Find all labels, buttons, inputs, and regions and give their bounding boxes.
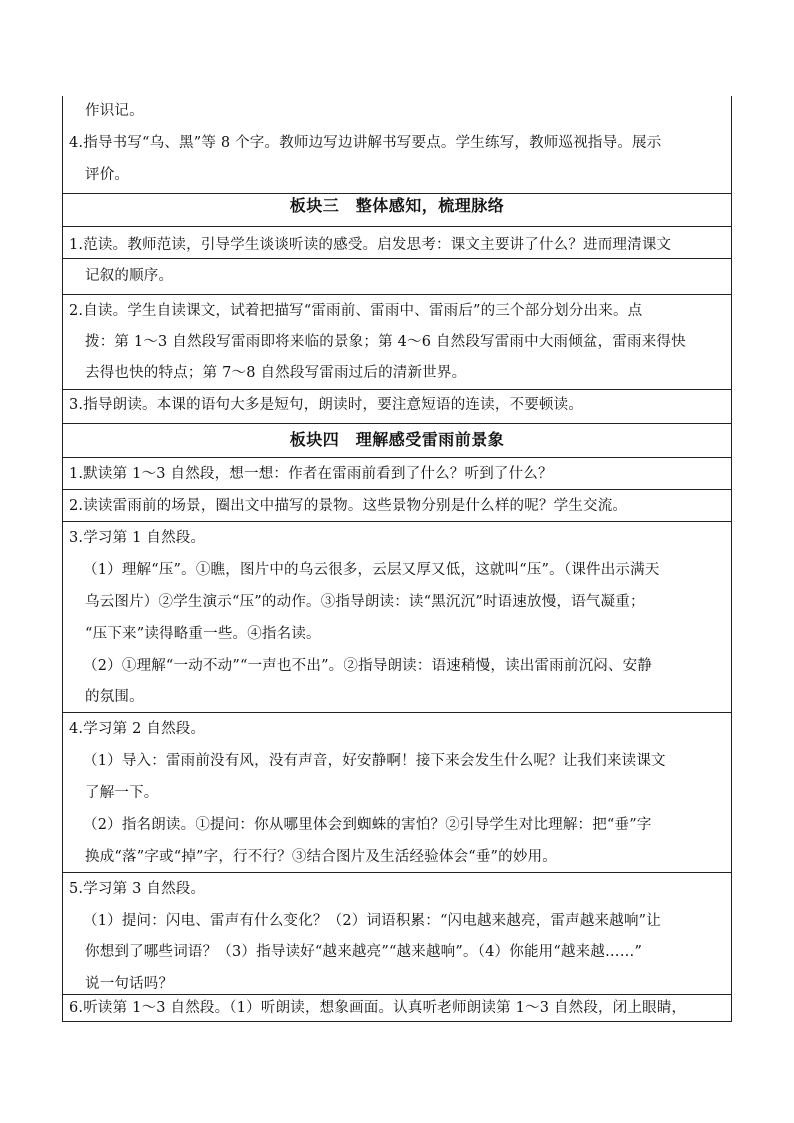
text-line: 拨：第 1～3 自然段写雷雨即将来临的景象；第 4～6 自然段写雷雨中大雨倾盆，雷雨来得快	[85, 334, 686, 350]
section-title: 板块四 理解感受雷雨前景象	[289, 430, 505, 449]
list-item-4: 4.指导书写“乌、黑”等 8 个字。教师边写边讲解书写要点。学生练写，教师巡视指导。展示	[69, 135, 662, 151]
list-item-1: 1.范读。教师范读，引导学生谈谈听读的感受。启发思考：课文主要讲了什么？进而理清课文	[69, 237, 672, 253]
sub-item: （1）提问：闪电、雷声有什么变化？（2）词语积累：“闪电越来越亮，雷声越来越响”让	[83, 913, 661, 929]
cell-section-three	[63, 193, 731, 215]
list-item-1: 1.默读第 1～3 自然段，想一想：作者在雷雨前看到了什么？听到了什么？	[69, 466, 553, 482]
section-title: 板块三 整体感知，梳理脉络	[289, 196, 505, 215]
text-line: 去得也快的特点；第 7～8 自然段写雷雨过后的清新世界。	[85, 365, 467, 381]
list-item-4: 4.学习第 2 自然段。	[69, 721, 206, 737]
text-line: 的氛围。	[85, 689, 144, 705]
list-item-3: 3.指导朗读。本课的语句大多是短句，朗读时，要注意短语的连读，不要顿读。	[69, 397, 584, 413]
text-line: 你想到了哪些词语？（3）指导读好“越来越亮”“越来越响”。（4）你能用“越来越……”	[85, 944, 643, 960]
list-item-6: 6.听读第 1～3 自然段。（1）听朗读，想象画面。认真听老师朗读第 1～3 自然段，闭上眼睛，	[69, 1000, 687, 1016]
sub-item: （2）指名朗读。①提问：你从哪里体会到蜘蛛的害怕？②引导学生对比理解：把“垂”字	[83, 817, 652, 833]
list-item-3: 3.学习第 1 自然段。	[69, 530, 206, 546]
sub-item: （2）①理解“一动不动”“一声也不出”。②指导朗读：语速稍慢，读出雷雨前沉闷、安静	[83, 658, 653, 674]
text-line: 乌云图片）②学生演示“压”的动作。③指导朗读：读“黑沉沉”时语速放慢，语气凝重；	[85, 594, 645, 610]
text-line: 记叙的顺序。	[85, 268, 174, 284]
sub-item: （1）导入：雷雨前没有风，没有声音，好安静啊！接下来会发生什么呢？让我们来读课文	[83, 753, 666, 769]
text-line: 作识记。	[85, 103, 144, 119]
cell-block-literacy	[63, 96, 731, 193]
list-item-2: 2.自读。学生自读课文，试着把描写“雷雨前、雷雨中、雷雨后”的三个部分划分出来。点	[69, 303, 643, 319]
list-item-5: 5.学习第 3 自然段。	[69, 881, 206, 897]
text-line: 了解一下。	[85, 785, 159, 801]
text-line: 换成“落”字或“掉”字，行不行？③结合图片及生活经验体会“垂”的妙用。	[85, 849, 557, 865]
sub-item: （1）理解“压”。①瞧，图片中的乌云很多，云层又厚又低，这就叫“压”。（课件出示满天	[83, 562, 660, 578]
cell-section-four	[63, 423, 731, 424]
text-line: 说一句话吗？	[85, 976, 174, 992]
lesson-plan-table	[62, 96, 732, 1022]
text-line: “压下来”读得略重一些。④指名读。	[85, 626, 321, 642]
list-item-2: 2.读读雷雨前的场景，圈出文中描写的景物。这些景物分别是什么样的呢？学生交流。	[69, 498, 628, 514]
text-line: 评价。	[85, 167, 130, 183]
